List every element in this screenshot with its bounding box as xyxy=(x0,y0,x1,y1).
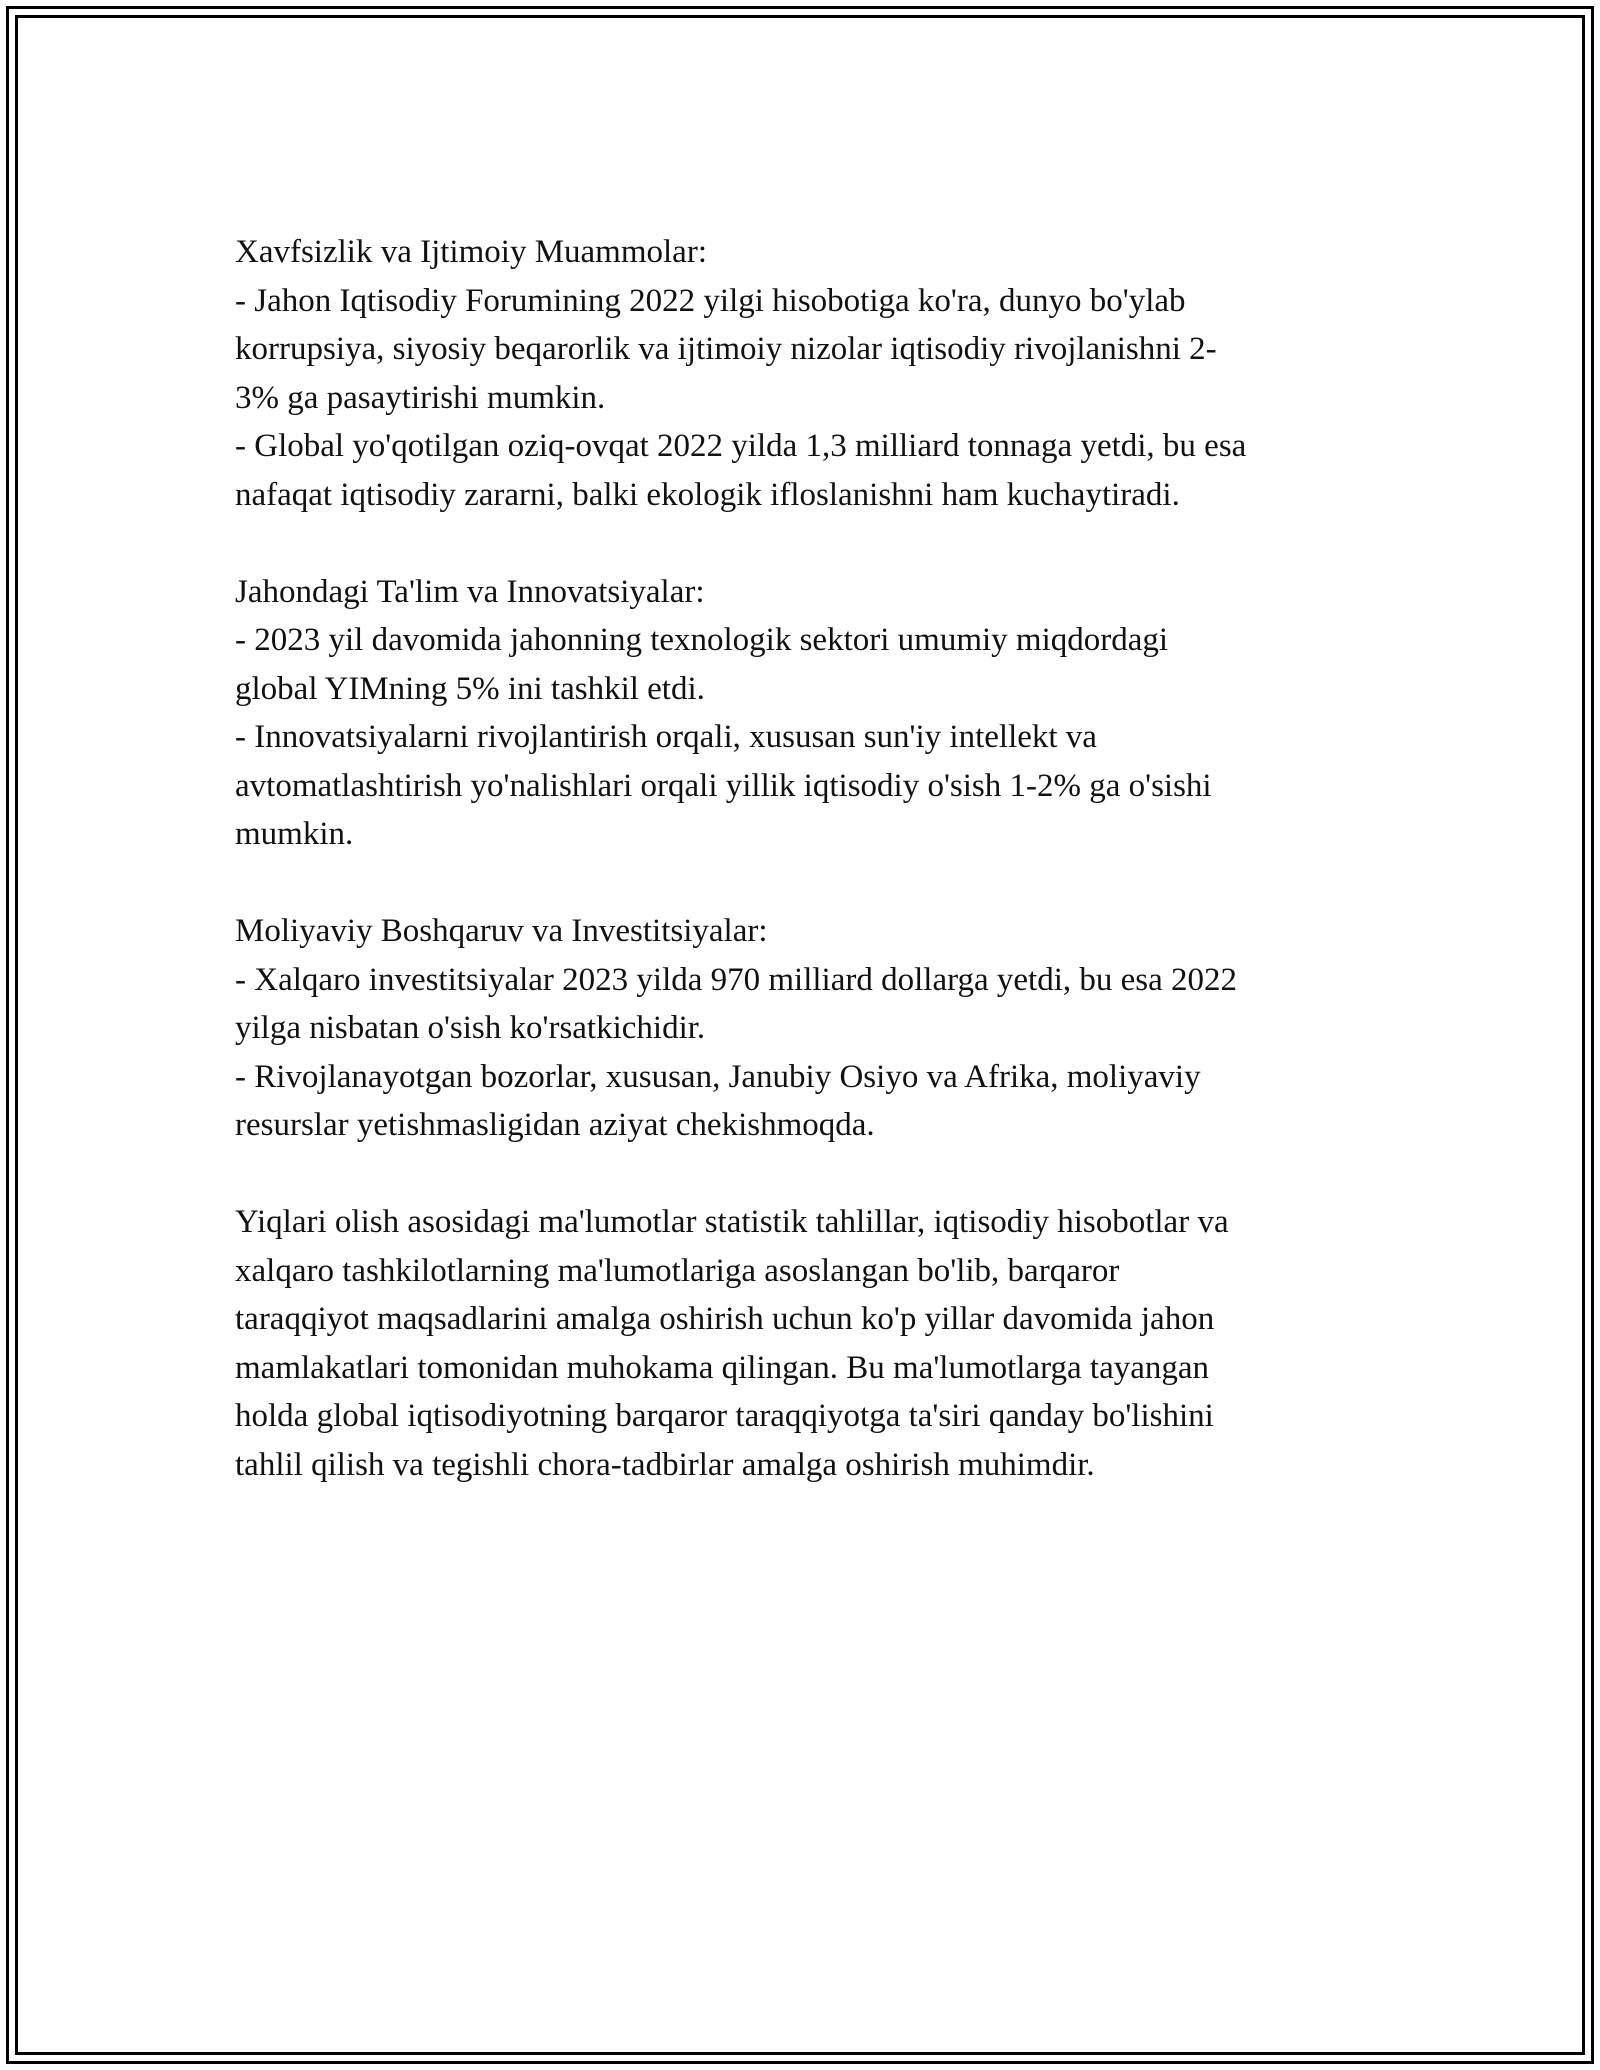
paragraph-line: Yiqlari olish asosidagi ma'lumotlar statistik tahlillar, iqtisodiy hisobotlar va xyxy=(235,1204,1229,1240)
section-heading: Moliyaviy Boshqaruv va Investitsiyalar: xyxy=(235,913,768,949)
paragraph-line: - Xalqaro investitsiyalar 2023 yilda 970 milliard dollarga yetdi, bu esa 2022 xyxy=(235,961,1238,998)
paragraph-line: - Innovatsiyalarni rivojlantirish orqali, xususan sun'iy intellekt va xyxy=(235,719,1097,755)
section-security-social xyxy=(235,228,1365,519)
paragraph-line: - 2023 yil davomida jahonning texnologik sektori umumiy miqdordagi xyxy=(235,622,1169,658)
paragraph-line: 3% ga pasaytirishi mumkin. xyxy=(235,379,606,416)
paragraph-line: nafaqat iqtisodiy zararni, balki ekologik ifloslanishni ham kuchaytiradi. xyxy=(235,476,1180,513)
section-finance-investment xyxy=(235,907,1365,1150)
section-heading: Xavfsizlik va Ijtimoiy Muammolar: xyxy=(235,234,707,270)
document-body xyxy=(235,228,1365,1538)
paragraph-line: korrupsiya, siyosiy beqarorlik va ijtimoiy nizolar iqtisodiy rivojlanishni 2- xyxy=(235,331,1217,367)
paragraph-line: mamlakatlari tomonidan muhokama qilingan. Bu ma'lumotlarga tayangan xyxy=(235,1349,1210,1386)
paragraph-line: taraqqiyot maqsadlarini amalga oshirish uchun ko'p yillar davomida jahon xyxy=(235,1301,1215,1337)
paragraph-line: - Global yo'qotilgan oziq-ovqat 2022 yilda 1,3 milliard tonnaga yetdi, bu esa xyxy=(235,428,1247,464)
paragraph-line: avtomatlashtirish yo'nalishlari orqali yillik iqtisodiy o'sish 1-2% ga o'sishi xyxy=(235,767,1212,804)
paragraph-line: mumkin. xyxy=(235,816,354,852)
paragraph-line: xalqaro tashkilotlarning ma'lumotlariga asoslangan bo'lib, barqaror xyxy=(235,1252,1120,1289)
paragraph-line: - Rivojlanayotgan bozorlar, xususan, Janubiy Osiyo va Afrika, moliyaviy xyxy=(235,1058,1201,1095)
conclusion-paragraph xyxy=(235,1198,1365,1489)
paragraph-line: tahlil qilish va tegishli chora-tadbirlar amalga oshirish muhimdir. xyxy=(235,1446,1095,1483)
paragraph-line: yilga nisbatan o'sish ko'rsatkichidir. xyxy=(235,1010,706,1046)
paragraph-line: global YIMning 5% ini tashkil etdi. xyxy=(235,670,705,707)
paragraph-line: resurslar yetishmasligidan aziyat chekishmoqda. xyxy=(235,1107,875,1143)
section-education-innovation xyxy=(235,568,1365,859)
section-heading: Jahondagi Ta'lim va Innovatsiyalar: xyxy=(235,573,705,610)
paragraph-line: holda global iqtisodiyotning barqaror taraqqiyotga ta'siri qanday bo'lishini xyxy=(235,1398,1214,1434)
paragraph-line: - Jahon Iqtisodiy Forumining 2022 yilgi hisobotiga ko'ra, dunyo bo'ylab xyxy=(235,282,1186,319)
